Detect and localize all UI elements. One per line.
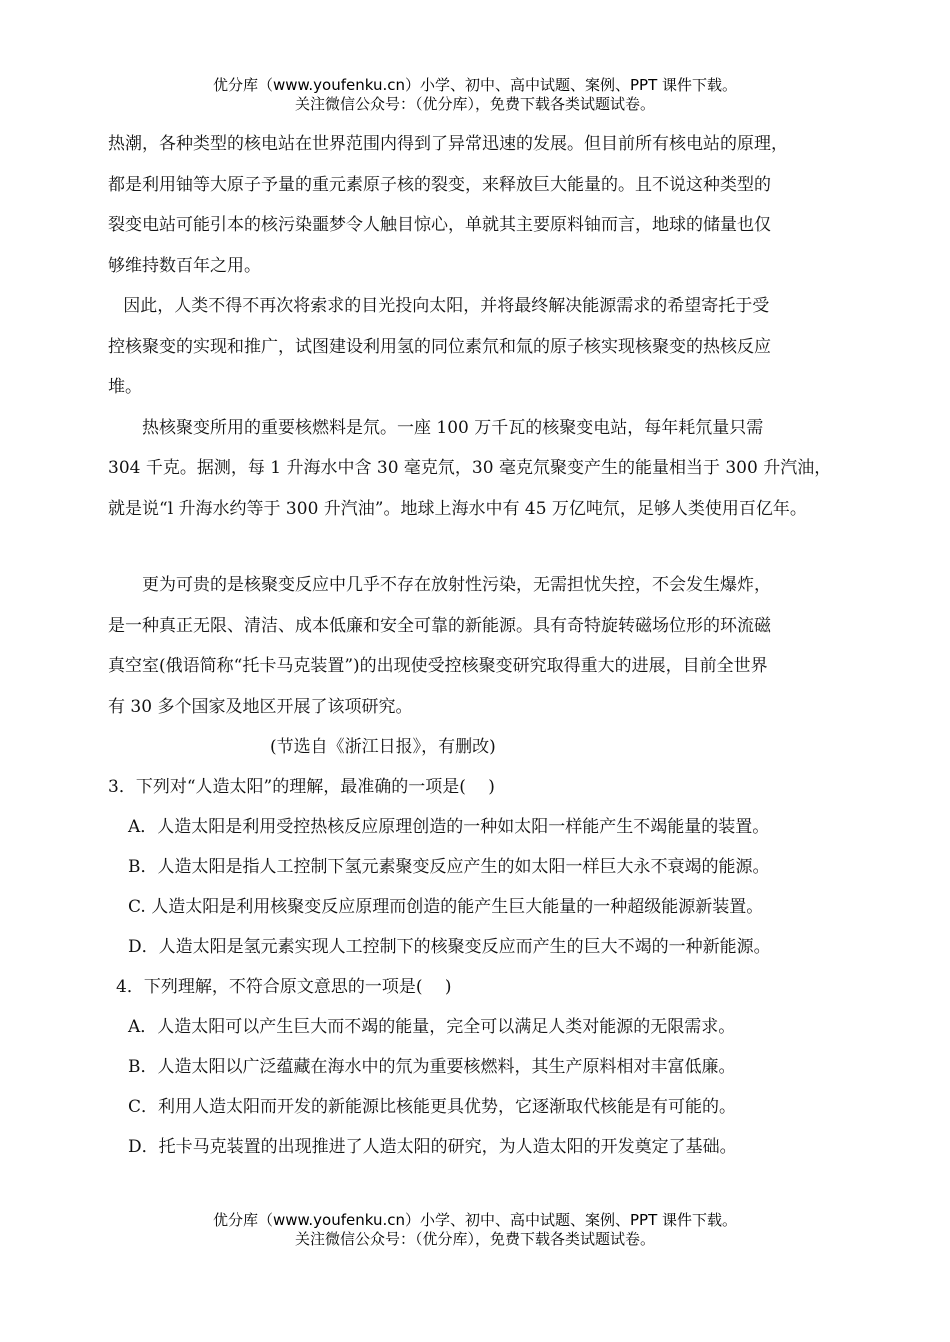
paragraph-2-line: 堆。 — [108, 377, 142, 397]
document-body — [108, 124, 878, 1167]
question-stem: 3．下列对“人造太阳”的理解，最准确的一项是( ) — [108, 777, 495, 797]
paragraph-3-line: 就是说“l 升海水约等于 300 升汽油”。地球上海水中有 45 万亿吨氘，足够人类使用百亿年。 — [108, 498, 807, 519]
spacer — [108, 529, 878, 565]
option-b: B．人造太阳以广泛蕴藏在海水中的氘为重要核燃料，其生产原料相对丰富低廉。 — [128, 1057, 736, 1077]
footer-line-2: 关注微信公众号：（优分库），免费下载各类试题试卷。 — [294, 1230, 655, 1248]
paragraph-2-line: 因此，人类不得不再次将索求的目光投向太阳，并将最终解决能源需求的希望寄托于受 — [123, 296, 770, 316]
paragraph-4-line: 真空室(俄语简称“托卡马克装置”)的出现使受控核聚变研究取得重大的进展，目前全世界 — [108, 656, 768, 676]
source-citation: (节选自《浙江日报》，有删改) — [270, 737, 496, 757]
option-c: C．利用人造太阳而开发的新能源比核能更具优势，它逐渐取代核能是有可能的。 — [128, 1097, 737, 1117]
page-footer — [0, 1211, 950, 1249]
option-c: C. 人造太阳是利用核聚变反应原理而创造的能产生巨大能量的一种超级能源新装置。 — [128, 897, 764, 917]
header-line-1: 优分库（www.youfenku.cn）小学、初中、高中试题、案例、PPT 课件下载。 — [212, 76, 738, 94]
paragraph-1-line: 都是利用铀等大原子予量的重元素原子核的裂变，来释放巨大能量的。且不说这种类型的 — [108, 174, 771, 195]
passage — [108, 124, 878, 767]
paragraph-2-line: 控核聚变的实现和推广，试图建设利用氢的同位素氘和氚的原子核实现核聚变的热核反应 — [108, 336, 771, 357]
page-header — [0, 76, 950, 114]
paragraph-3-line: 热核聚变所用的重要核燃料是氘。一座 100 万千瓦的核聚变电站，每年耗氘量只需 — [142, 417, 764, 438]
footer-line-1: 优分库（www.youfenku.cn）小学、初中、高中试题、案例、PPT 课件下载。 — [212, 1211, 738, 1229]
option-b: B．人造太阳是指人工控制下氢元素聚变反应产生的如太阳一样巨大永不衰竭的能源。 — [128, 857, 770, 877]
paragraph-1-line: 热潮，各种类型的核电站在世界范围内得到了异常迅速的发展。但目前所有核电站的原理， — [108, 134, 788, 154]
paragraph-1-line: 够维持数百年之用。 — [108, 255, 261, 276]
option-d: D．人造太阳是氢元素实现人工控制下的核聚变反应而产生的巨大不竭的一种新能源。 — [128, 937, 771, 957]
paragraph-3-line: 304 千克。据测，每 1 升海水中含 30 毫克氘，30 毫克氘聚变产生的能量相当于 300 升汽油， — [108, 458, 832, 478]
question-stem: 4．下列理解，不符合原文意思的一项是( ) — [116, 977, 452, 997]
header-line-2: 关注微信公众号：（优分库），免费下载各类试题试卷。 — [294, 95, 655, 113]
question-4 — [108, 967, 878, 1167]
option-a: A．人造太阳可以产生巨大而不竭的能量，完全可以满足人类对能源的无限需求。 — [128, 1017, 736, 1037]
question-3 — [108, 767, 878, 967]
option-d: D．托卡马克装置的出现推进了人造太阳的研究，为人造太阳的开发奠定了基础。 — [128, 1137, 737, 1157]
paragraph-1-line: 裂变电站可能引本的核污染噩梦令人触目惊心，单就其主要原料铀而言，地球的储量也仅 — [108, 215, 771, 235]
paragraph-4-line: 有 30 多个国家及地区开展了该项研究。 — [108, 696, 413, 717]
option-a: A．人造太阳是利用受控热核反应原理创造的一种如太阳一样能产生不竭能量的装置。 — [128, 817, 770, 837]
paragraph-4-line: 更为可贵的是核聚变反应中几乎不存在放射性污染，无需担忧失控，不会发生爆炸， — [142, 575, 771, 595]
paragraph-4-line: 是一种真正无限、清洁、成本低廉和安全可靠的新能源。具有奇特旋转磁场位形的环流磁 — [108, 615, 771, 636]
